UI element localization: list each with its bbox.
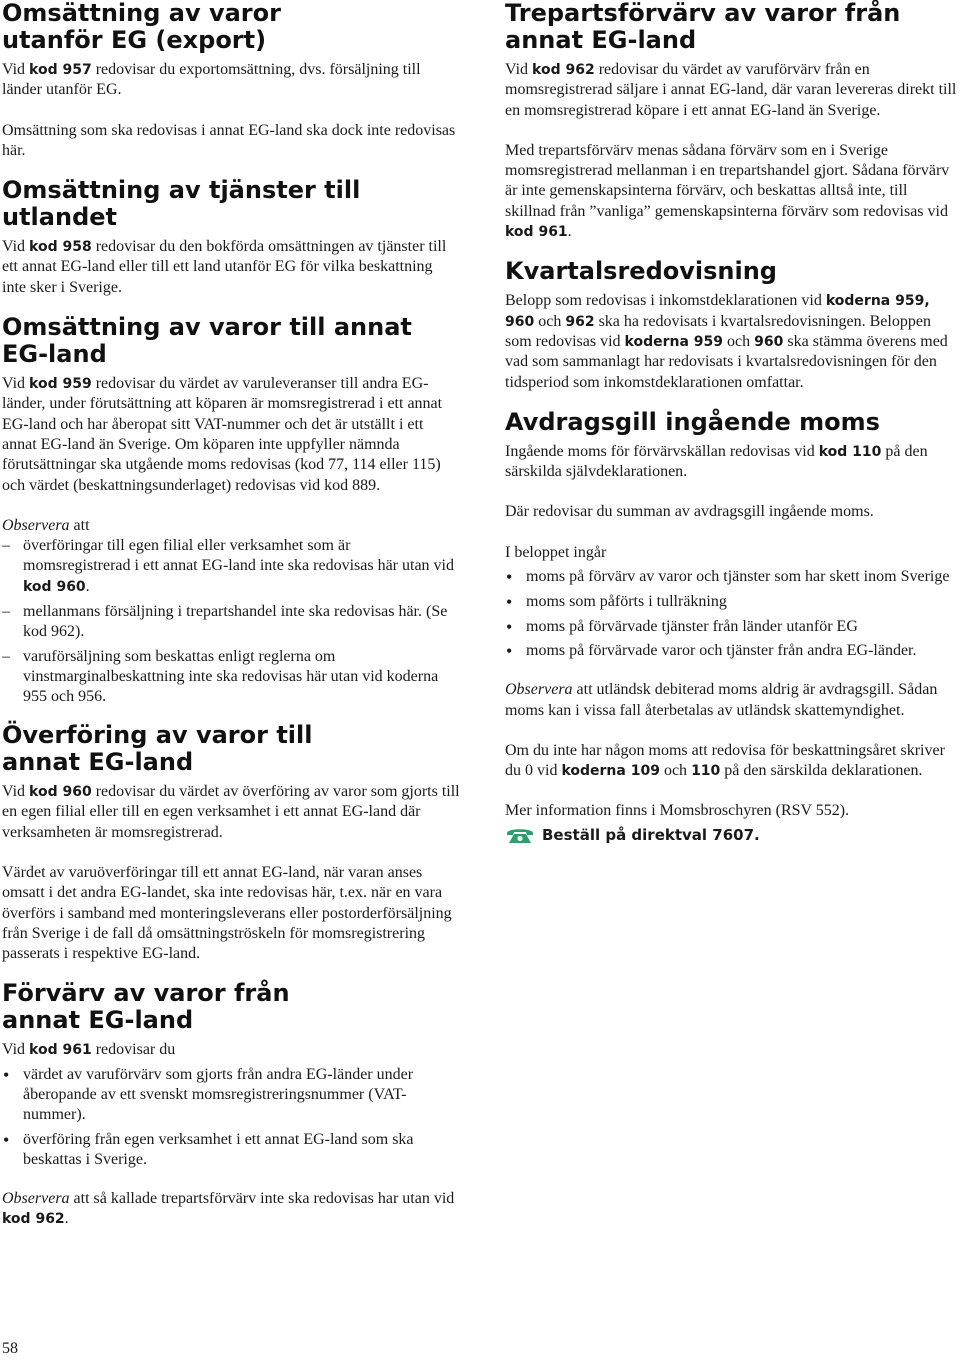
paragraph-triangular-1: Vid kod 962 redovisar du värdet av varuförvärv från en momsregistrerad säljare i annat EG-land, där varan levereras direkt till en momsregistrerad köpare i ett annat EG-land än Sverige. <box>505 61 957 119</box>
list-item: • värdet av varuförvärv som gjorts från andra EG-länder under åberopande av ett svenskt momsregistreringsnummer (VAT-nummer). <box>2 1065 460 1126</box>
left-column <box>2 0 460 1230</box>
section-deductible <box>505 409 960 846</box>
section-quarterly <box>505 258 960 392</box>
bullet-list <box>505 567 960 662</box>
paragraph-deductible-3: I beloppet ingår <box>505 543 607 561</box>
paragraph-deductible-2: Där redovisar du summan av avdragsgill ingående moms. <box>505 503 874 521</box>
section-goods-eu <box>2 314 460 707</box>
section-transfer <box>2 722 460 964</box>
paragraph-transfer-2: Värdet av varuöverföringar till ett annat EG-land, när varan anses omsatt i det andra EG-landet, ska inte redovisas här, t.ex. när en vara överförs i samband med monteringsleverans eller postorderförsäljning från Sverige i de fall då omsättningströskeln för momsregistrering passerats i respektive EG-land. <box>2 863 452 963</box>
heading-export: Omsättning av varor utanför EG (export) <box>2 0 281 54</box>
heading-transfer: Överföring av varor till annat EG-land <box>2 721 313 777</box>
code-label: kod 959 <box>29 376 92 393</box>
list-item: – överföringar till egen filial eller verksamhet som är momsregistrerad i ett annat EG-land inte ska redovisas här utan vid kod 960. <box>2 536 460 597</box>
section-acquisition <box>2 980 460 1229</box>
list-item: – varuförsäljning som beskattas enligt reglerna om vinstmarginalbeskattning inte ska redovisas här utan vid koderna 955 och 956. <box>2 647 460 708</box>
code-label: kod 958 <box>29 239 92 256</box>
paragraph-export-1: Vid kod 957 redovisar du exportomsättning, dvs. försäljning till länder utanför EG. <box>2 61 421 99</box>
order-text: Beställ på direktval 7607. <box>542 825 760 844</box>
heading-triangular: Trepartsförvärv av varor från annat EG-land <box>505 0 901 54</box>
paragraph-deductible-1: Ingående moms för förvärvskällan redovisas vid kod 110 på den särskilda självdeklarationen. <box>505 442 928 481</box>
section-services <box>2 177 460 298</box>
observe-note: Observera att utländsk debiterad moms aldrig är avdragsgill. Sådan moms kan i vissa fall återbetalas av utländsk skattemyndighet. <box>505 681 938 719</box>
paragraph-acquisition-1: Vid kod 961 redovisar du <box>2 1041 176 1059</box>
right-column <box>505 0 960 846</box>
bullet-list <box>2 1065 460 1171</box>
heading-services: Omsättning av tjänster till utlandet <box>2 176 361 232</box>
code-label: kod 962 <box>532 62 595 78</box>
observe-note: Observera att så kallade trepartsförvärv inte ska redovisas har utan vid kod 962. <box>2 1190 455 1228</box>
heading-quarterly: Kvartalsredovisning <box>505 257 777 286</box>
paragraph-services-1: Vid kod 958 redovisar du den bokförda omsättningen av tjänster till ett annat EG-land eller till ett land utanför EG för vilka beskattning inte sker i Sverige. <box>2 238 447 296</box>
list-item: • moms på förvärvade tjänster från länder utanför EG <box>505 617 960 637</box>
paragraph-deductible-4: Om du inte har någon moms att redovisa för beskattningsåret skriver du 0 vid koderna 109 och 110 på den särskilda deklarationen. <box>505 741 945 780</box>
list-item: • överföring från egen verksamhet i ett annat EG-land som ska beskattas i Sverige. <box>2 1130 460 1171</box>
list-item: • moms på förvärv av varor och tjänster som har skett inom Sverige <box>505 567 960 587</box>
heading-goods-eu: Omsättning av varor till annat EG-land <box>2 313 412 369</box>
telephone-icon <box>505 826 535 844</box>
paragraph-transfer-1: Vid kod 960 redovisar du värdet av överföring av varor som gjorts till en egen filial eller till en egen verksamhet i ett annat EG-land där verksamheten är momsregistrerad. <box>2 783 460 841</box>
paragraph-goods-eu-1: Vid kod 959 redovisar du värdet av varuleveranser till andra EG-länder, under förutsättning att köparen är momsregistrerad i ett annat EG-land och har åberopat sitt VAT-nummer och det är utställt i ett annat EG-land än Sverige. Om köparen inte uppfyller nämnda förutsättningar ska utgående moms redovisas (kod 77, 114 eller 115) och värdet (beskattningsunderlaget) redovisas vid kod 889. <box>2 375 443 494</box>
code-label: kod 961 <box>505 224 568 241</box>
observe-note: Observera att <box>2 516 90 534</box>
code-label: kod 961 <box>29 1042 92 1059</box>
code-label: kod 957 <box>29 62 92 78</box>
section-export <box>2 0 460 161</box>
heading-acquisition: Förvärv av varor från annat EG-land <box>2 979 290 1035</box>
paragraph-export-2: Omsättning som ska redovisas i annat EG-land ska dock inte redovisas här. <box>2 121 456 159</box>
dash-list <box>2 536 460 707</box>
code-label: kod 960 <box>29 784 92 801</box>
page-number: 58 <box>2 1340 18 1357</box>
more-info: Mer information finns i Momsbroschyren (RSV 552). <box>505 802 850 820</box>
code-label: kod 110 <box>818 443 882 460</box>
section-triangular <box>505 0 960 242</box>
list-item: • moms på förvärvade varor och tjänster från andra EG-länder. <box>505 641 960 661</box>
paragraph-triangular-2: Med trepartsförvärv menas sådana förvärv som en i Sverige momsregistrerad mellanman i en trepartshandel gjort. Sådana förvärv är inte gemenskapsinterna förvärv, och beskattas alltså inte, till skillnad från ”vanliga” gemenskapsinterna förvärv som redovisas vid kod 961. <box>505 141 950 241</box>
list-item: – mellanmans försäljning i trepartshandel inte ska redovisas här. (Se kod 962). <box>2 602 460 643</box>
heading-deductible: Avdragsgill ingående moms <box>505 407 880 436</box>
list-item: • moms som påförts i tullräkning <box>505 592 960 612</box>
order-line <box>505 824 960 846</box>
paragraph-quarterly-1: Belopp som redovisas i inkomstdeklarationen vid koderna 959, 960 och 962 ska ha redovisats i kvartalsredovisningen. Beloppen som redovisas vid koderna 959 och 960 ska stämma överens med vad som sammanlagt har redovisats i kvartalsredovisningen för den tidsperiod som inkomstdeklarationen omfattar. <box>505 292 948 391</box>
